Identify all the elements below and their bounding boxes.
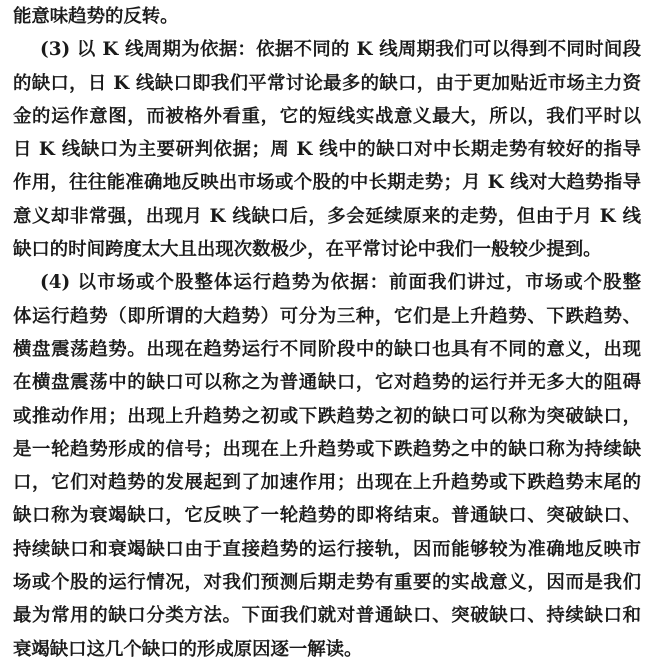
text-line: 最为常用的缺口分类方法。下面我们就对普通缺口、突破缺口、持续缺口和: [13, 605, 641, 627]
text-line: 日 K 线缺口为主要研判依据；周 K 线中的缺口对中长期走势有较好的指导: [13, 139, 641, 161]
paragraph-4-start: (4) 以市场或个股整体运行趋势为依据：前面我们讲过，市场或个股整: [40, 272, 641, 294]
paragraph-3-start: (3) 以 K 线周期为依据：依据不同的 K 线周期我们可以得到不同时间段: [40, 39, 641, 61]
text-line: 意义却非常强，出现月 K 线缺口后，多会延续原来的走势，但由于月 K 线: [13, 205, 641, 227]
text-line: 缺口称为衰竭缺口，它反映了一轮趋势的即将结束。普通缺口、突破缺口、: [13, 505, 641, 527]
text-line: 持续缺口和衰竭缺口由于直接趋势的运行接轨，因而能够较为准确地反映市: [13, 538, 641, 560]
text-line: 场或个股的运行情况，对我们预测后期走势有重要的实战意义，因而是我们: [13, 572, 641, 594]
text-line: 体运行趋势（即所谓的大趋势）可分为三种，它们是上升趋势、下跌趋势、: [13, 305, 641, 327]
book-page-text: [13, 0, 641, 666]
text-line: 是一轮趋势形成的信号；出现在上升趋势或下跌趋势之中的缺口称为持续缺: [13, 438, 641, 460]
text-line: 横盘震荡趋势。出现在趋势运行不同阶段中的缺口也具有不同的意义，出现: [13, 338, 641, 360]
text-line: 口，它们对趋势的发展起到了加速作用；出现在上升趋势或下跌趋势末尾的: [13, 472, 641, 494]
text-line: 衰竭缺口这几个缺口的形成原因逐一解读。: [13, 638, 363, 660]
text-line: 在横盘震荡中的缺口可以称之为普通缺口，它对趋势的运行并无多大的阻碍: [13, 372, 641, 394]
text-line: 的缺口，日 K 线缺口即我们平常讨论最多的缺口，由于更加贴近市场主力资: [13, 72, 641, 94]
text-line: 能意味趋势的反转。: [13, 6, 179, 27]
text-line: 金的运作意图，而被格外看重，它的短线实战意义最大，所以，我们平时以: [13, 105, 641, 127]
text-line: 或推动作用；出现上升趋势之初或下跌趋势之初的缺口可以称为突破缺口，: [13, 405, 641, 427]
text-line: 作用，往往能准确地反映出市场或个股的中长期走势；月 K 线对大趋势指导: [13, 172, 641, 194]
text-line: 缺口的时间跨度太大且出现次数极少，在平常讨论中我们一般较少提到。: [13, 239, 602, 261]
